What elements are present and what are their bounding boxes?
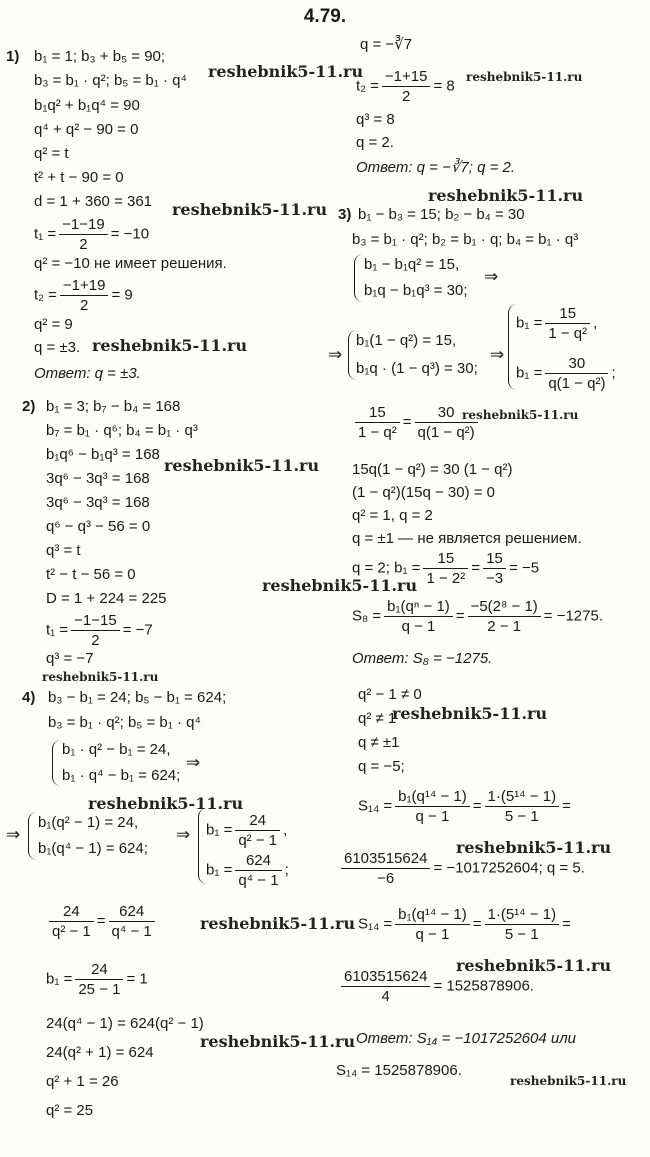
part-2-line-6: q⁶ − q³ − 56 = 0	[46, 518, 151, 535]
part-4-ratio-equation: $\frac{24}{\text{q² − 1}}$ = $\frac{624}{\text{q⁴ − 1}}$	[46, 903, 158, 940]
part-4-line-1: b₃ − b₁ = 24; b₅ − b₁ = 624;	[48, 689, 227, 706]
part-4r-line-1: q² − 1 ≠ 0	[358, 686, 422, 703]
part-2-line-8: t² − t − 56 = 0	[46, 566, 136, 583]
watermark: reshebnik5-11.ru	[172, 200, 328, 219]
part-3-line-4: (1 − q²)(15q − 30) = 0	[352, 484, 495, 501]
right-line-2: q³ = 8	[356, 111, 395, 128]
system-brace	[28, 812, 37, 860]
part-3-system-2a: b₁(1 − q²) = 15,	[356, 332, 457, 349]
part-1-line-6: t² + t − 90 = 0	[34, 169, 124, 186]
part-4-line-3: 24(q⁴ − 1) = 624(q² − 1)	[46, 1015, 204, 1032]
part-1-answer: Ответ: q = ±3.	[34, 365, 141, 382]
part-2-line-1: b₁ = 3; b₇ − b₄ = 168	[46, 398, 181, 415]
part-1-line-8: q² = −10 не имеет решения.	[34, 255, 227, 272]
part-1-line-2: b₃ = b₁ · q²; b₅ = b₁ · q⁴	[34, 72, 187, 89]
watermark: reshebnik5-11.ru	[88, 794, 244, 813]
implies-arrow: ⇒	[6, 825, 21, 844]
part-4-system-1a: b₁ · q² − b₁ = 24,	[62, 741, 171, 758]
part-4-line-5: q² + 1 = 26	[46, 1073, 119, 1090]
watermark: reshebnik5-11.ru	[392, 704, 548, 723]
part-4r-line-2: q² ≠ 1	[358, 710, 397, 727]
problem-number: 4.79.	[303, 6, 347, 27]
implies-arrow: ⇒	[484, 267, 499, 286]
part-1-line-5: q² = t	[34, 145, 69, 162]
part-4r-sum-a: S₁₄ = $\frac{\text{b₁(q¹⁴ − 1)}}{q - 1}$ = $\frac{\text{1·(5¹⁴ − 1)}}{5 - 1}$ =	[358, 788, 571, 825]
part-3-system-2b: b₁q · (1 − q³) = 30;	[356, 360, 478, 377]
part-1-line-3: b₁q² + b₁q⁴ = 90	[34, 97, 140, 114]
system-brace	[354, 254, 363, 302]
part-1-line-4: q⁴ + q² − 90 = 0	[34, 121, 139, 138]
part-2-line-7: q³ = t	[46, 542, 81, 559]
implies-arrow: ⇒	[490, 345, 505, 364]
part-3-b1-equation: q = 2; b₁ = $\frac{15}{\text{1 − 2²}}$ = $\frac{15}{-3}$ = −5	[352, 550, 540, 587]
part-4r-answer-2: S₁₄ = 1525878906.	[336, 1062, 462, 1079]
right-line-3: q = 2.	[356, 134, 394, 151]
part-1-line-1: b₁ = 1; b₃ + b₅ = 90;	[34, 48, 166, 65]
watermark: reshebnik5-11.ru	[262, 576, 418, 595]
right-answer: Ответ: q = −∛7; q = 2.	[356, 159, 516, 176]
watermark: reshebnik5-11.ru	[92, 336, 248, 355]
part-4r-answer-1: Ответ: S₁₄ = −1017252604 или	[356, 1030, 577, 1047]
part-3-line-1: b₁ − b₃ = 15; b₂ − b₄ = 30	[358, 206, 525, 223]
part-2-line-9: D = 1 + 224 = 225	[46, 590, 167, 607]
part-1-line-9: q² = 9	[34, 316, 73, 333]
part-4r-sum-b: S₁₄ = $\frac{\text{b₁(q¹⁴ − 1)}}{q - 1}$ = $\frac{\text{1·(5¹⁴ − 1)}}{5 - 1}$ =	[358, 906, 571, 943]
watermark: reshebnik5-11.ru	[164, 456, 320, 475]
part-3-system-3b: b₁ = $\frac{30}{\text{q(1 − q²)}}$ ;	[516, 355, 616, 392]
part-3-system-1b: b₁q − b₁q³ = 30;	[364, 282, 468, 299]
watermark: reshebnik5-11.ru	[456, 838, 612, 857]
part-1-line-7: d = 1 + 360 = 361	[34, 193, 153, 210]
right-line-1: q = −∛7	[360, 36, 413, 53]
implies-arrow: ⇒	[176, 825, 191, 844]
part-2-line-5: 3q⁶ − 3q³ = 168	[46, 494, 150, 511]
part-2-t1-equation: t₁ = $\frac{-1-15}{2}$ = −7	[46, 612, 153, 649]
watermark: reshebnik5-11.ru	[466, 70, 583, 84]
part-1-label: 1)	[6, 48, 20, 65]
part-4-system-3a: b₁ = $\frac{24}{\text{q² − 1}}$ ,	[206, 812, 288, 849]
part-4r-line-3: q ≠ ±1	[358, 734, 400, 751]
watermark: reshebnik5-11.ru	[456, 956, 612, 975]
watermark: reshebnik5-11.ru	[428, 186, 584, 205]
part-4-system-3b: b₁ = $\frac{624}{\text{q⁴ − 1}}$ ;	[206, 852, 289, 889]
watermark: reshebnik5-11.ru	[200, 1032, 356, 1051]
part-4-line-4: 24(q² + 1) = 624	[46, 1044, 154, 1061]
part-4-line-2: b₃ = b₁ · q²; b₅ = b₁ · q⁴	[48, 714, 201, 731]
part-2-line-4: 3q⁶ − 3q³ = 168	[46, 470, 150, 487]
part-4-label: 4)	[22, 689, 36, 706]
part-2-line-3: b₁q⁶ − b₁q³ = 168	[46, 446, 160, 463]
watermark: reshebnik5-11.ru	[208, 62, 364, 81]
part-3-line-3: 15q(1 − q²) = 30 (1 − q²)	[352, 461, 513, 478]
part-3-line-6: q = ±1 — не является решением.	[352, 530, 582, 547]
part-3-line-5: q² = 1, q = 2	[352, 507, 433, 524]
part-3-system-1a: b₁ − b₁q² = 15,	[364, 256, 460, 273]
part-4-system-2b: b₁(q⁴ − 1) = 624;	[38, 840, 148, 857]
part-4-system-2a: b₁(q² − 1) = 24,	[38, 814, 139, 831]
part-1-t1-equation: t₁ = $\frac{-1-19}{2}$ = −10	[34, 216, 150, 253]
part-2-label: 2)	[22, 398, 36, 415]
watermark: reshebnik5-11.ru	[510, 1074, 627, 1088]
part-3-ratio-equation: $\frac{15}{\text{1 − q²}}$ = $\frac{30}{\text{q(1 − q²)}}$	[352, 404, 481, 441]
part-3-system-3a: b₁ = $\frac{15}{\text{1 − q²}}$ ,	[516, 305, 598, 342]
part-4r-result-a: $\frac{6103515624}{-6}$ = −1017252604; q = 5.	[338, 850, 585, 887]
part-3-answer: Ответ: S₈ = −1275.	[352, 650, 493, 667]
part-4-line-6: q² = 25	[46, 1102, 94, 1119]
part-1-line-10: q = ±3.	[34, 339, 81, 356]
watermark: reshebnik5-11.ru	[200, 914, 356, 933]
part-4-b1-equation: b₁ = $\frac{24}{25 - 1}$ = 1	[46, 961, 148, 998]
watermark: reshebnik5-11.ru	[462, 408, 579, 422]
part-2-line-10: q³ = −7	[46, 650, 94, 667]
part-2-line-2: b₇ = b₁ · q⁶; b₄ = b₁ · q³	[46, 422, 198, 439]
watermark: reshebnik5-11.ru	[42, 670, 159, 684]
part-3-s8-equation: S₈ = $\frac{\text{b₁(qⁿ − 1)}}{q - 1}$ = $\frac{\text{−5(2⁸ − 1)}}{2 - 1}$ = −1275.	[352, 598, 604, 635]
part-4-system-1b: b₁ · q⁴ − b₁ = 624;	[62, 767, 181, 784]
part-3-label: 3)	[338, 206, 352, 223]
part-1-t2-equation: t₂ = $\frac{-1+19}{2}$ = 9	[34, 277, 133, 314]
part-4r-result-b: $\frac{6103515624}{4}$ = 1525878906.	[338, 968, 534, 1005]
part-3-line-2: b₃ = b₁ · q²; b₂ = b₁ · q; b₄ = b₁ · q³	[352, 231, 579, 248]
implies-arrow: ⇒	[186, 753, 201, 772]
implies-arrow: ⇒	[328, 345, 343, 364]
part-4r-line-4: q = −5;	[358, 758, 405, 775]
system-brace	[52, 740, 61, 786]
right-t2-equation: t₂ = $\frac{-1+15}{2}$ = 8	[356, 68, 455, 105]
